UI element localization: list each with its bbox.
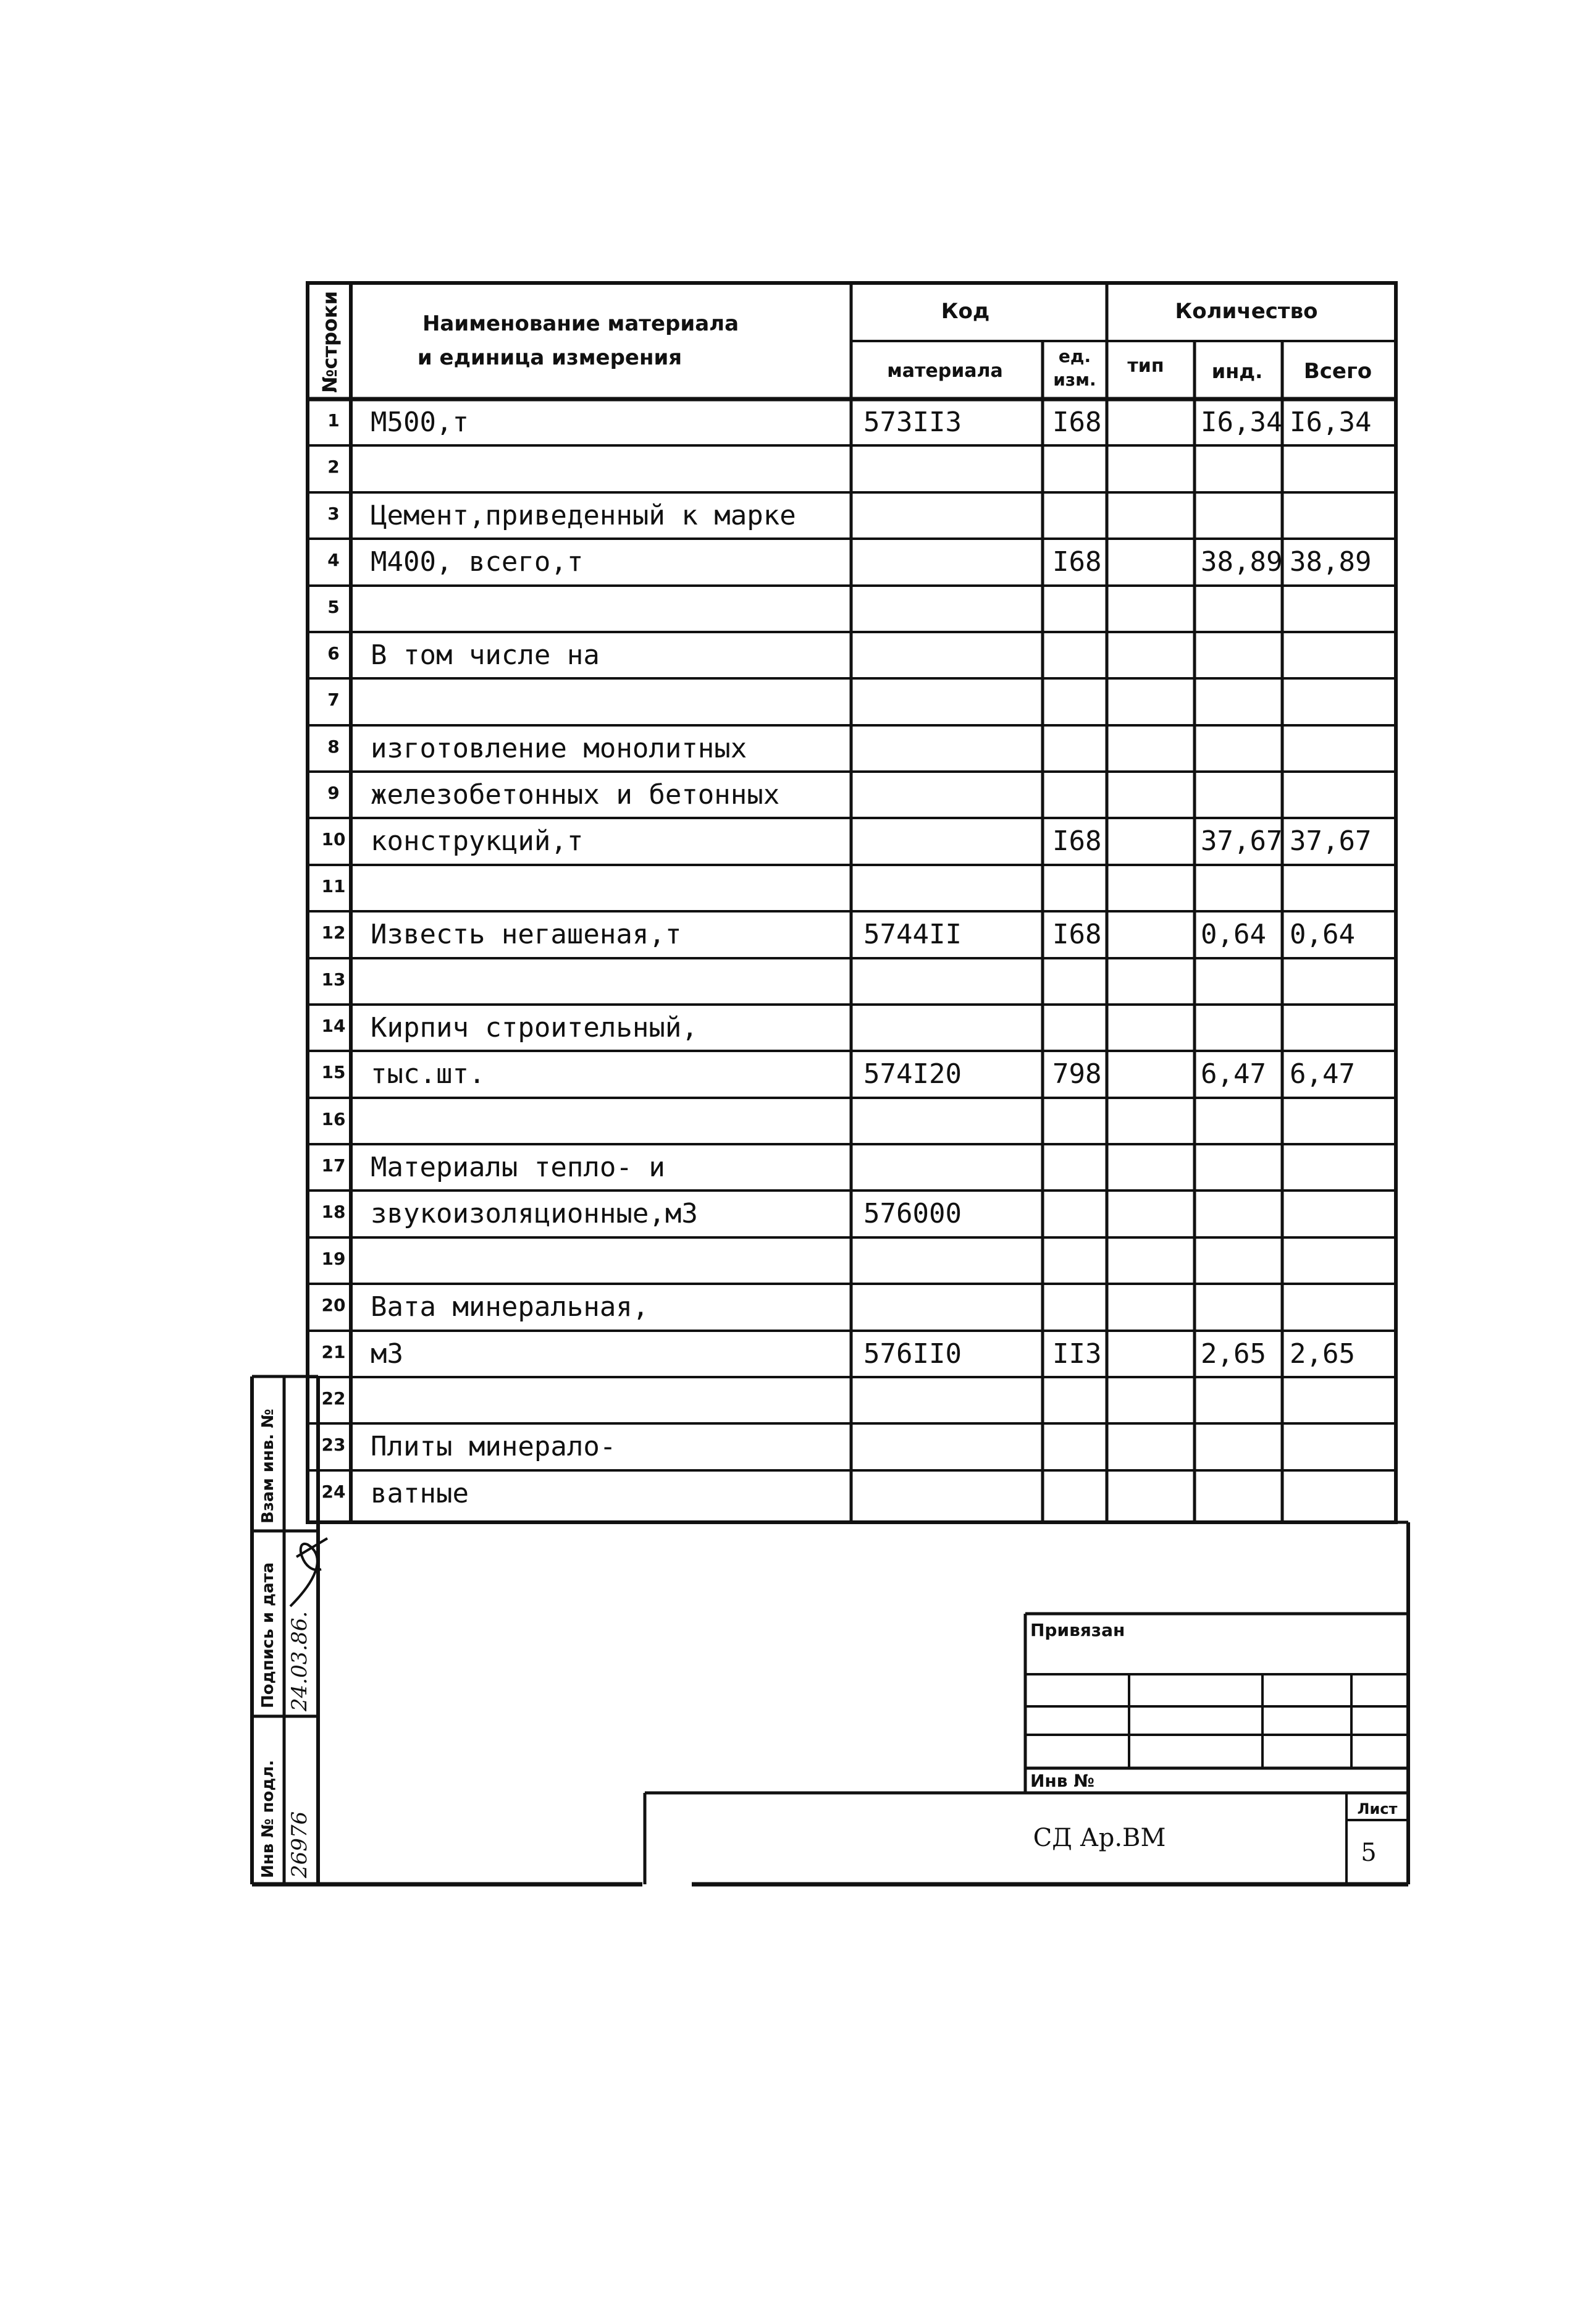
row-number: 5 [327, 597, 340, 617]
row-number: 20 [321, 1295, 346, 1315]
material-name: Плиты минерало- [371, 1431, 616, 1462]
row-number: 18 [321, 1202, 346, 1222]
quantity-total: 0,64 [1290, 919, 1355, 950]
row-number: 4 [327, 550, 340, 570]
quantity-individual: 38,89 [1201, 546, 1283, 578]
quantity-individual: 37,67 [1201, 825, 1283, 857]
qty-group-header: Количество [1175, 299, 1318, 324]
row-number: 8 [327, 736, 340, 757]
quantity-total: 2,65 [1290, 1338, 1355, 1370]
material-code: 5744II [863, 919, 962, 950]
quantity-total: 38,89 [1290, 546, 1372, 578]
title-block-text [1030, 1620, 1398, 1867]
sheet-number: 5 [1361, 1839, 1377, 1867]
unit-code: I68 [1052, 919, 1102, 950]
row-number: 9 [327, 783, 340, 803]
row-number: 17 [321, 1155, 346, 1176]
row-number: 19 [321, 1249, 346, 1269]
code-unit-header-line1: ед. [1058, 346, 1091, 366]
row-number: 13 [321, 969, 346, 990]
original-inventory-label: Инв № подл. [259, 1760, 277, 1878]
quantity-individual: 6,47 [1201, 1058, 1266, 1090]
material-name: Материалы тепло- и [371, 1152, 665, 1183]
material-name: Вата минеральная, [371, 1291, 649, 1323]
row-number: 23 [321, 1435, 346, 1455]
row-number: 12 [321, 922, 346, 943]
row-number: 6 [327, 643, 340, 664]
material-name: м3 [371, 1338, 403, 1370]
code-material-header: материала [887, 360, 1003, 382]
name-header-line2: и единица измерения [417, 345, 682, 370]
material-name: изготовление монолитных [371, 733, 747, 764]
replaces-inventory-label: Взам инв. № [259, 1409, 277, 1524]
quantity-individual: 2,65 [1201, 1338, 1266, 1370]
row-number: 1 [327, 410, 340, 431]
qty-ind-header: инд. [1211, 360, 1263, 383]
title-block [645, 1614, 1408, 1884]
code-unit-header-line2: изм. [1053, 369, 1096, 390]
row-number-header: №строки [318, 290, 342, 393]
row-number: 2 [327, 457, 340, 477]
materials-table [308, 283, 1396, 1522]
row-number: 10 [321, 829, 346, 849]
row-number: 7 [327, 689, 340, 710]
date-value: 24.03.86. [287, 1611, 312, 1711]
row-number: 21 [321, 1342, 346, 1362]
qty-total-header: Всего [1303, 359, 1372, 384]
code-group-header: Код [941, 299, 990, 324]
unit-code: 798 [1052, 1058, 1102, 1090]
material-name: конструкций,т [371, 825, 584, 857]
material-code: 576000 [863, 1198, 962, 1229]
row-number: 11 [321, 876, 346, 896]
inventory-number-label: Инв № [1030, 1771, 1094, 1791]
row-number: 14 [321, 1016, 346, 1036]
material-name: M400, всего,т [371, 546, 584, 578]
unit-code: II3 [1052, 1338, 1102, 1370]
unit-code: I68 [1052, 546, 1102, 578]
signature-date-label: Подпись и дата [259, 1562, 277, 1708]
row-number: 24 [321, 1481, 346, 1502]
unit-code: I68 [1052, 825, 1102, 857]
material-name: M500,т [371, 407, 469, 438]
row-number: 3 [327, 504, 340, 524]
inventory-value: 26976 [287, 1811, 312, 1878]
unit-code: I68 [1052, 407, 1102, 438]
material-name: тыс.шт. [371, 1058, 485, 1090]
row-number: 15 [321, 1062, 346, 1082]
material-name: ватные [371, 1478, 469, 1509]
quantity-individual: I6,34 [1201, 407, 1283, 438]
qty-type-header: тип [1127, 355, 1164, 377]
quantity-total: 37,67 [1290, 825, 1372, 857]
quantity-total: I6,34 [1290, 407, 1372, 438]
material-code: 576II0 [863, 1338, 962, 1370]
document-code: СД Ар.ВМ [1033, 1824, 1166, 1852]
material-name: Цемент,приведенный к марке [371, 500, 796, 531]
sheet-label: Лист [1357, 1800, 1398, 1818]
quantity-individual: 0,64 [1201, 919, 1266, 950]
material-name: В том числе на [371, 639, 600, 671]
row-number: 16 [321, 1109, 346, 1129]
material-code: 574I20 [863, 1058, 962, 1090]
signature-mark [290, 1538, 327, 1606]
material-name: железобетонных и бетонных [371, 779, 780, 811]
material-name: Известь негашеная,т [371, 919, 682, 950]
quantity-total: 6,47 [1290, 1058, 1355, 1090]
material-code: 573II3 [863, 407, 962, 438]
material-name: звукоизоляционные,м3 [371, 1198, 698, 1229]
material-name: Кирпич строительный, [371, 1012, 698, 1043]
privyazan-label: Привязан [1030, 1620, 1125, 1640]
row-number: 22 [321, 1388, 346, 1409]
name-header-line1: Наименование материала [422, 311, 739, 336]
